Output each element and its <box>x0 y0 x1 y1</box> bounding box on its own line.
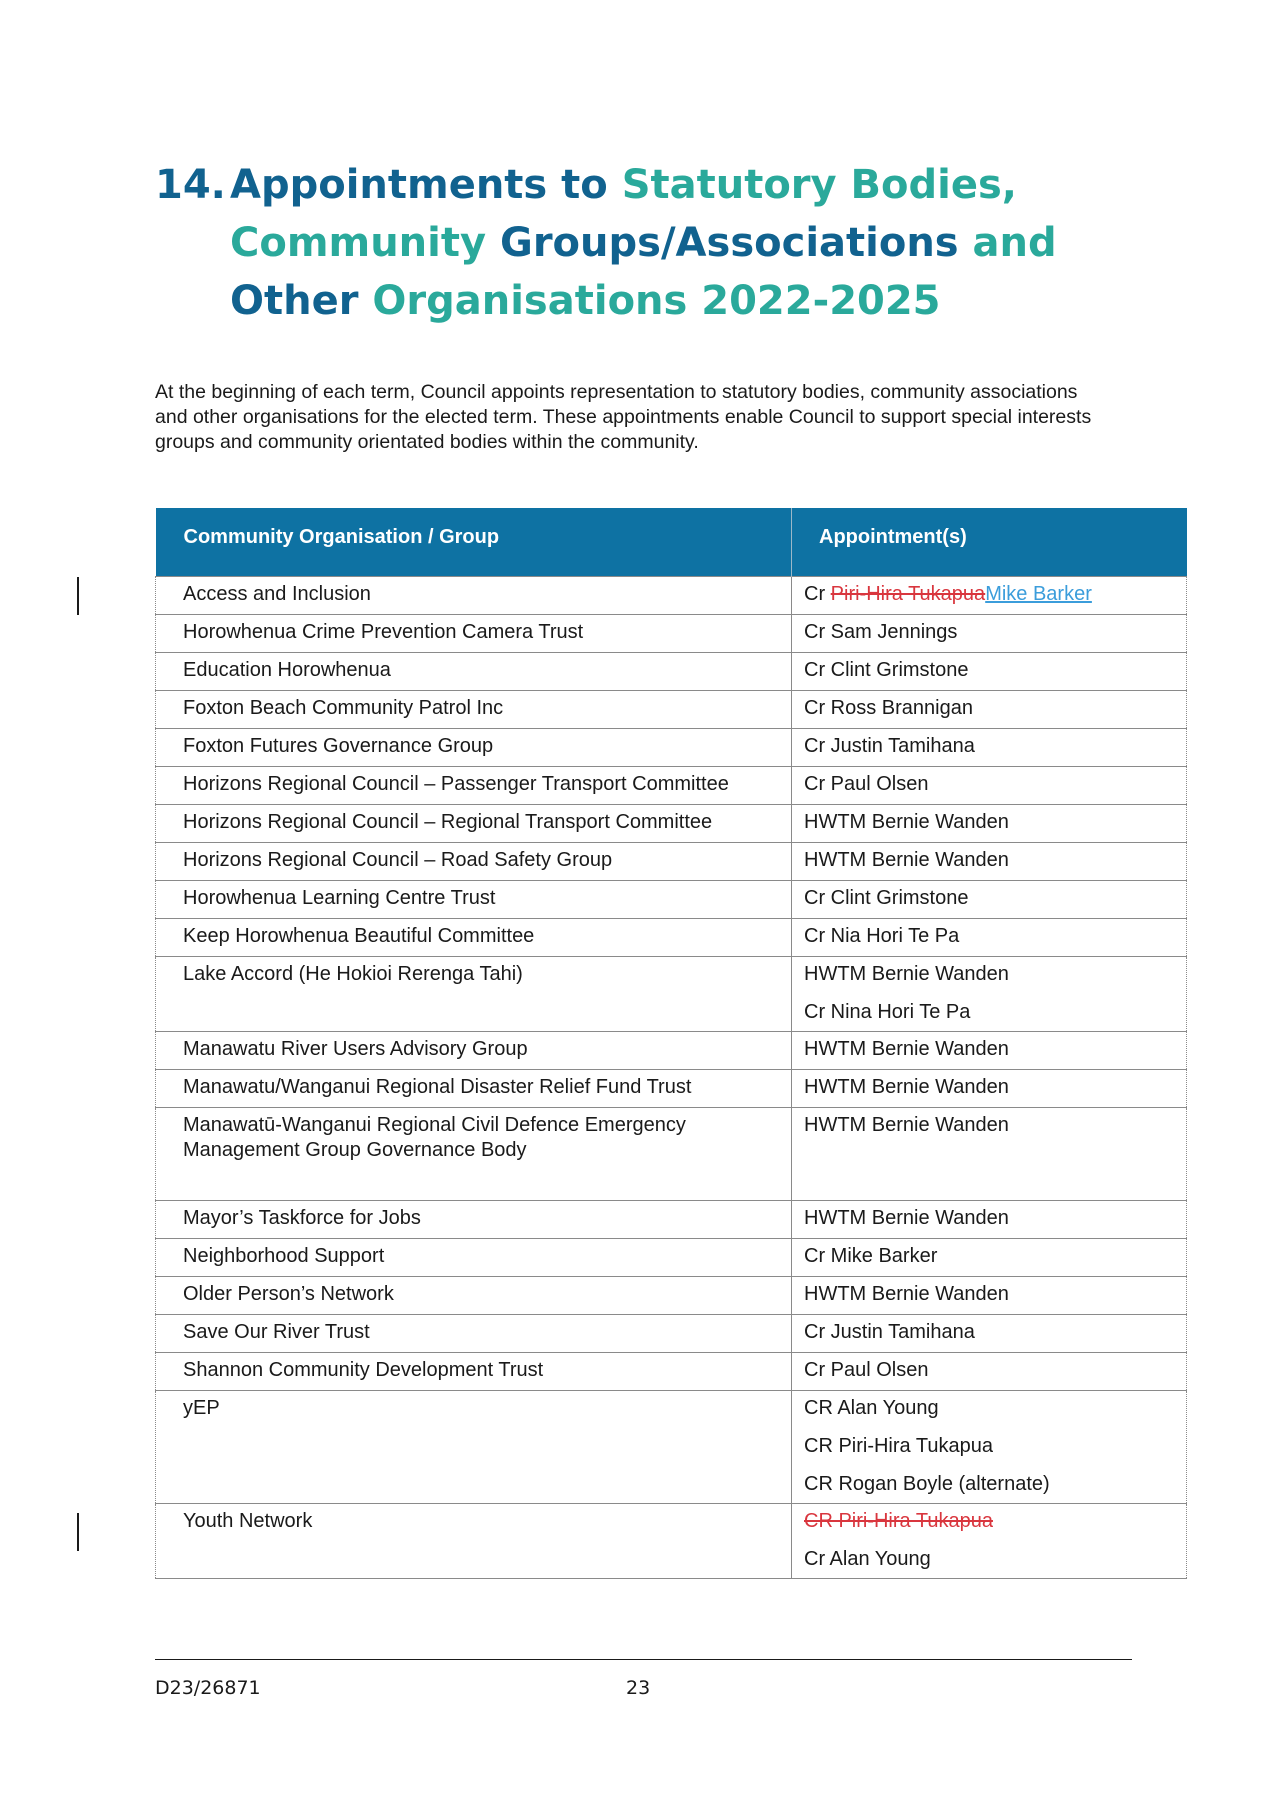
table-row <box>156 805 1187 843</box>
table-row <box>156 1108 1187 1201</box>
appointee-text: HWTM Bernie Wanden <box>804 963 1009 985</box>
organisation-cell: Education Horowhenua <box>156 653 792 691</box>
appointee <box>804 658 1186 683</box>
table-row <box>156 1070 1187 1108</box>
table-body <box>156 577 1187 1579</box>
table-header-row <box>156 508 1187 577</box>
appointee <box>804 1472 1186 1497</box>
table-row <box>156 919 1187 957</box>
appointee <box>804 962 1186 987</box>
organisation-cell: Horizons Regional Council – Road Safety Group <box>156 843 792 881</box>
organisation-cell: Manawatu River Users Advisory Group <box>156 1032 792 1070</box>
header-appointments: Appointment(s) <box>792 508 1187 577</box>
appointee-text: Cr Paul Olsen <box>804 773 929 795</box>
appointee-text: Cr Clint Grimstone <box>804 659 969 681</box>
appointment-cell <box>792 1277 1187 1315</box>
appointee <box>804 1075 1186 1100</box>
document-reference: D23/26871 <box>155 1677 261 1699</box>
appointee-text: Cr Justin Tamihana <box>804 1321 975 1343</box>
page-number: 23 <box>626 1677 651 1699</box>
appointee-text: HWTM Bernie Wanden <box>804 1283 1009 1305</box>
table-row <box>156 1391 1187 1504</box>
appointee-text: CR Alan Young <box>804 1397 939 1419</box>
table-row <box>156 577 1187 615</box>
appointment-cell <box>792 1504 1187 1579</box>
inserted-text: Mike Barker <box>985 583 1092 605</box>
organisation-cell: Horizons Regional Council – Passenger Transport Committee <box>156 767 792 805</box>
appointment-cell <box>792 1391 1187 1504</box>
organisation-cell: Foxton Beach Community Patrol Inc <box>156 691 792 729</box>
title-line-2: Community Groups/Associations and <box>230 220 1057 266</box>
organisation-cell: Foxton Futures Governance Group <box>156 729 792 767</box>
appointee <box>804 1396 1186 1421</box>
appointee <box>804 886 1186 911</box>
appointment-cell <box>792 1108 1187 1201</box>
appointment-cell <box>792 881 1187 919</box>
appointee-text: HWTM Bernie Wanden <box>804 849 1009 871</box>
appointee-text: Cr Sam Jennings <box>804 621 958 643</box>
organisation-cell: Horizons Regional Council – Regional Transport Committee <box>156 805 792 843</box>
deleted-text: Piri-Hira Tukapua <box>830 583 986 605</box>
appointee <box>804 1320 1186 1345</box>
appointee <box>804 848 1186 873</box>
appointee-text: HWTM Bernie Wanden <box>804 1207 1009 1229</box>
appointment-cell <box>792 1239 1187 1277</box>
appointee <box>804 772 1186 797</box>
appointee-text: HWTM Bernie Wanden <box>804 1038 1009 1060</box>
organisation-cell: Keep Horowhenua Beautiful Committee <box>156 919 792 957</box>
organisation-cell: Youth Network <box>156 1504 792 1579</box>
appointment-cell <box>792 767 1187 805</box>
appointee <box>804 1547 1186 1572</box>
organisation-cell: Save Our River Trust <box>156 1315 792 1353</box>
appointee <box>804 1434 1186 1459</box>
appointment-cell <box>792 1032 1187 1070</box>
organisation-cell: yEP <box>156 1391 792 1504</box>
table-row <box>156 881 1187 919</box>
organisation-cell: Horowhenua Crime Prevention Camera Trust <box>156 615 792 653</box>
appointee <box>804 924 1186 949</box>
intro-paragraph: At the beginning of each term, Council appoints representation to statutory bodies, community associations and other organisations for the elected term. These appointments enable Council to support special interests groups and community orientated bodies within the community. <box>155 381 1092 453</box>
table-row <box>156 1504 1187 1579</box>
appointment-cell <box>792 1315 1187 1353</box>
organisation-cell: Access and Inclusion <box>156 577 792 615</box>
table-row <box>156 1353 1187 1391</box>
appointee-text: Cr Alan Young <box>804 1548 931 1570</box>
appointment-cell <box>792 691 1187 729</box>
header-organisation: Community Organisation / Group <box>156 508 792 577</box>
appointee-text: Cr Clint Grimstone <box>804 887 969 909</box>
appointee <box>804 620 1186 645</box>
appointee <box>804 810 1186 835</box>
appointee <box>804 696 1186 721</box>
appointment-cell <box>792 615 1187 653</box>
appointee <box>804 734 1186 759</box>
appointee <box>804 1206 1186 1231</box>
appointment-cell <box>792 729 1187 767</box>
appointments-table <box>155 508 1187 1579</box>
title-line-1: Appointments to Statutory Bodies, <box>230 162 1017 208</box>
table-row <box>156 1239 1187 1277</box>
table-row <box>156 1201 1187 1239</box>
appointee-text: Cr Justin Tamihana <box>804 735 975 757</box>
appointee <box>804 582 1186 607</box>
deleted-text: CR Piri-Hira Tukapua <box>804 1510 993 1532</box>
table-row <box>156 1315 1187 1353</box>
appointee <box>804 1244 1186 1269</box>
appointment-cell <box>792 957 1187 1032</box>
organisation-cell: Lake Accord (He Hokioi Rerenga Tahi) <box>156 957 792 1032</box>
section-title <box>155 156 1115 330</box>
title-line-3: Other Organisations 2022-2025 <box>230 278 941 324</box>
revision-bar <box>77 1513 79 1551</box>
appointee-text: HWTM Bernie Wanden <box>804 1076 1009 1098</box>
appointee-text: CR Rogan Boyle (alternate) <box>804 1473 1050 1495</box>
organisation-cell: Mayor’s Taskforce for Jobs <box>156 1201 792 1239</box>
organisation-cell: Shannon Community Development Trust <box>156 1353 792 1391</box>
appointment-cell <box>792 1070 1187 1108</box>
table-row <box>156 691 1187 729</box>
appointee-text: Cr Nia Hori Te Pa <box>804 925 960 947</box>
appointee <box>804 1358 1186 1383</box>
organisation-cell: Horowhenua Learning Centre Trust <box>156 881 792 919</box>
table-row <box>156 615 1187 653</box>
organisation-cell: Manawatū-Wanganui Regional Civil Defence Emergency Management Group Governance Body <box>156 1108 792 1201</box>
table-row <box>156 1277 1187 1315</box>
appointment-cell <box>792 653 1187 691</box>
organisation-cell: Neighborhood Support <box>156 1239 792 1277</box>
appointee-text: CR Piri-Hira Tukapua <box>804 1435 993 1457</box>
appointment-cell <box>792 805 1187 843</box>
organisation-cell: Older Person’s Network <box>156 1277 792 1315</box>
appointee-text: HWTM Bernie Wanden <box>804 1114 1009 1136</box>
appointee-text: Cr Nina Hori Te Pa <box>804 1001 971 1023</box>
appointee-text: Cr <box>804 583 831 605</box>
appointee <box>804 1000 1186 1025</box>
organisation-cell: Manawatu/Wanganui Regional Disaster Relief Fund Trust <box>156 1070 792 1108</box>
appointment-cell <box>792 843 1187 881</box>
appointee <box>804 1282 1186 1307</box>
appointee-text: HWTM Bernie Wanden <box>804 811 1009 833</box>
appointee <box>804 1509 1186 1534</box>
appointee <box>804 1113 1186 1138</box>
appointment-cell <box>792 919 1187 957</box>
footer-divider <box>155 1659 1132 1660</box>
appointee-text: Cr Paul Olsen <box>804 1359 929 1381</box>
table-row <box>156 729 1187 767</box>
appointee <box>804 1037 1186 1062</box>
table-row <box>156 653 1187 691</box>
appointment-cell <box>792 1201 1187 1239</box>
section-number: 14. <box>155 162 226 208</box>
appointee-text: Cr Mike Barker <box>804 1245 938 1267</box>
appointee-text: Cr Ross Brannigan <box>804 697 973 719</box>
appointment-cell <box>792 577 1187 615</box>
table-row <box>156 1032 1187 1070</box>
revision-bar <box>77 577 79 615</box>
table-row <box>156 843 1187 881</box>
appointment-cell <box>792 1353 1187 1391</box>
table-row <box>156 767 1187 805</box>
table-row <box>156 957 1187 1032</box>
